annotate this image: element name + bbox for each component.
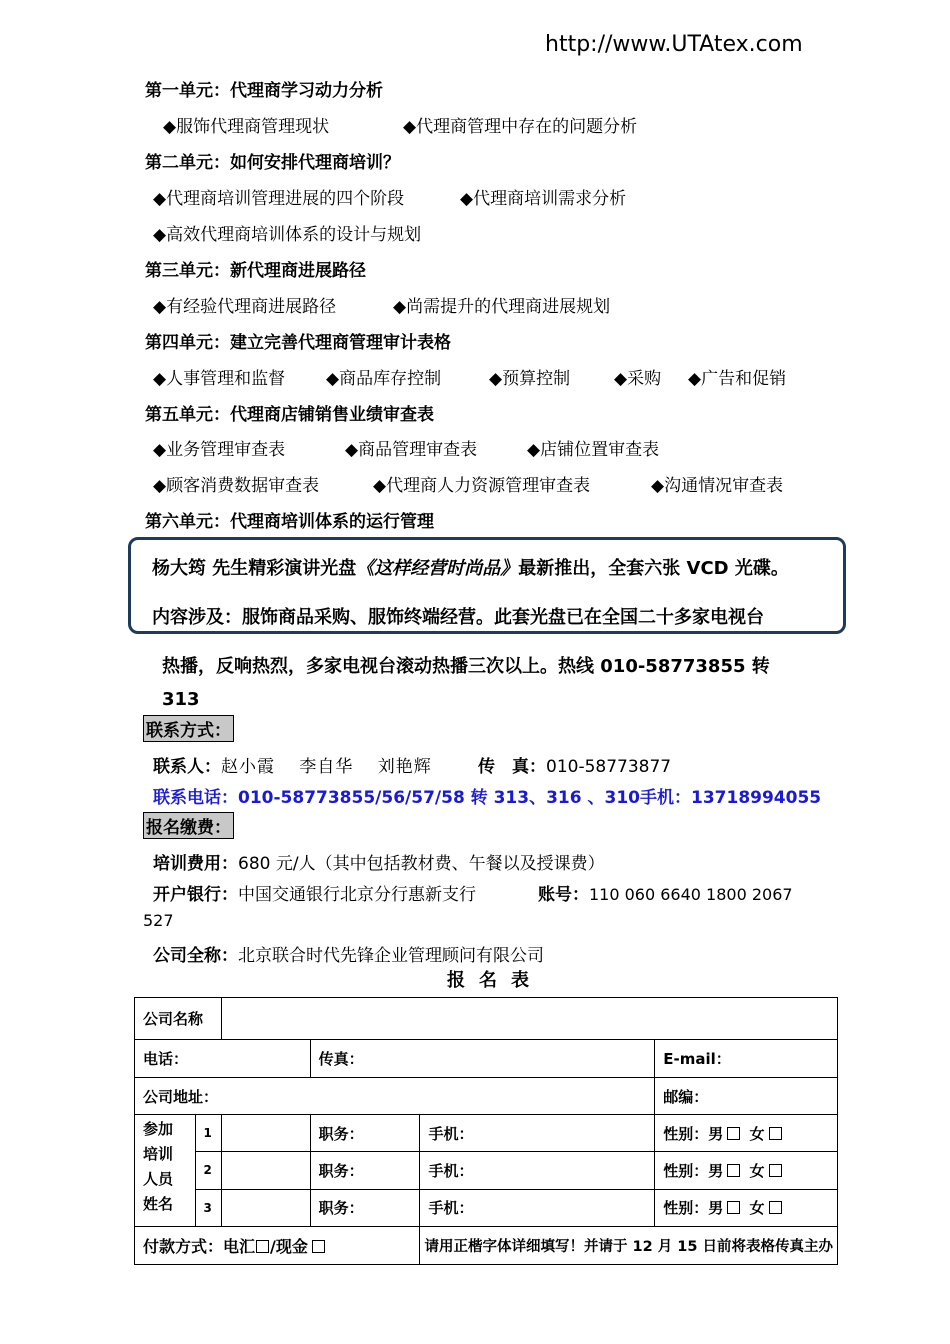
promo-line-2: 内容涉及：服饰商品采购、服饰终端经营。此套光盘已在全国二十多家电视台 — [152, 607, 764, 628]
unit-2-item: ◆代理商培训管理进展的四个阶段 — [153, 189, 405, 209]
attendee-gender: 性别：男 女 — [655, 1152, 838, 1189]
unit-5-item: ◆顾客消费数据审查表 — [153, 476, 320, 496]
contact-phone[interactable]: 联系电话：010-58773855/56/57/58 转 313、316 、310 — [153, 788, 640, 808]
address-field[interactable]: 公司地址： — [135, 1078, 655, 1115]
female-checkbox[interactable] — [769, 1164, 782, 1177]
account-line: 账号：110 060 6640 1800 2067 — [538, 885, 793, 905]
unit-5-title: 第五单元：代理商店铺销售业绩审查表 — [145, 405, 434, 425]
unit-1-item: ◆代理商管理中存在的问题分析 — [403, 117, 638, 137]
unit-5-item: ◆沟通情况审查表 — [651, 476, 784, 496]
promo-line-1: 杨大筠 先生精彩演讲光盘《这样经营时尚品》最新推出，全套六张 VCD 光碟。 — [152, 558, 789, 579]
unit-6-title: 第六单元：代理商培训体系的运行管理 — [145, 512, 434, 532]
attendee-mobile-field[interactable]: 手机： — [420, 1189, 655, 1226]
payment-method: 付款方式：电汇 /现金 — [135, 1227, 420, 1265]
attendee-row-number: 1 — [195, 1115, 221, 1152]
wire-transfer-checkbox[interactable] — [256, 1240, 269, 1253]
female-checkbox[interactable] — [769, 1127, 782, 1140]
bank-line: 开户银行：中国交通银行北京分行惠新支行 — [153, 885, 476, 905]
unit-3-item: ◆尚需提升的代理商进展规划 — [393, 297, 611, 317]
contact-names: 赵小霞 李自华 刘艳辉 — [221, 757, 432, 777]
attendee-position-field[interactable]: 职务： — [310, 1189, 420, 1226]
company-line: 公司全称：北京联合时代先锋企业管理顾问有限公司 — [153, 946, 544, 966]
attendee-position-field[interactable]: 职务： — [310, 1152, 420, 1189]
male-checkbox[interactable] — [727, 1127, 740, 1140]
company-name-field[interactable] — [222, 998, 838, 1040]
unit-1-item: ◆服饰代理商管理现状 — [163, 117, 330, 137]
unit-2-title: 第二单元：如何安排代理商培训？ — [145, 153, 400, 173]
unit-2-item: ◆代理商培训需求分析 — [460, 189, 627, 209]
promo-line-4: 313 — [162, 689, 200, 710]
payment-header: 报名缴费： — [143, 812, 234, 839]
attendee-row-number: 3 — [195, 1189, 221, 1226]
attendee-name-field[interactable] — [222, 1189, 311, 1226]
fee-line: 培训费用：680 元/人（其中包括教材费、午餐以及授课费） — [153, 854, 605, 874]
attendee-name-field[interactable] — [222, 1115, 311, 1152]
contact-header: 联系方式： — [143, 715, 234, 742]
postcode-field[interactable]: 邮编： — [655, 1078, 838, 1115]
registration-form — [134, 997, 838, 1265]
attendee-label: 参加培训人员姓名 — [135, 1115, 196, 1227]
attendee-mobile-field[interactable]: 手机： — [420, 1152, 655, 1189]
attendee-name-field[interactable] — [222, 1152, 311, 1189]
contact-mobile[interactable]: 手机：13718994055 — [640, 788, 822, 808]
unit-1-title: 第一单元：代理商学习动力分析 — [145, 81, 383, 101]
unit-4-item: ◆商品库存控制 — [326, 369, 442, 389]
contact-persons: 联系人：赵小霞 李自华 刘艳辉 — [153, 757, 432, 777]
website-url[interactable]: http://www.UTAtex.com — [545, 32, 803, 57]
account-line-cont: 527 — [143, 911, 174, 930]
contact-fax: 传 真：010-58773877 — [478, 757, 672, 777]
unit-3-item: ◆有经验代理商进展路径 — [153, 297, 337, 317]
attendee-row-number: 2 — [195, 1152, 221, 1189]
unit-2-item: ◆高效代理商培训体系的设计与规划 — [153, 225, 422, 245]
company-name-label: 公司名称 — [135, 998, 222, 1040]
unit-5-item: ◆店铺位置审查表 — [527, 440, 660, 460]
promo-cd-title: 《这样经营时尚品》 — [356, 558, 519, 579]
unit-5-item: ◆商品管理审查表 — [345, 440, 478, 460]
unit-4-item: ◆预算控制 — [489, 369, 571, 389]
unit-3-title: 第三单元：新代理商进展路径 — [145, 261, 366, 281]
form-title: 报名表 — [447, 970, 543, 991]
attendee-mobile-field[interactable]: 手机： — [420, 1115, 655, 1152]
unit-4-item: ◆广告和促销 — [688, 369, 787, 389]
unit-4-title: 第四单元：建立完善代理商管理审计表格 — [145, 333, 451, 353]
unit-5-item: ◆业务管理审查表 — [153, 440, 286, 460]
unit-4-item: ◆采购 — [614, 369, 662, 389]
unit-4-item: ◆人事管理和监督 — [153, 369, 286, 389]
unit-5-item: ◆代理商人力资源管理审查表 — [373, 476, 591, 496]
cash-checkbox[interactable] — [312, 1240, 325, 1253]
email-field[interactable]: E-mail： — [655, 1040, 838, 1078]
fax-field[interactable]: 传真： — [310, 1040, 655, 1078]
male-checkbox[interactable] — [727, 1201, 740, 1214]
attendee-position-field[interactable]: 职务： — [310, 1115, 420, 1152]
attendee-gender: 性别：男 女 — [655, 1115, 838, 1152]
phone-field[interactable]: 电话： — [135, 1040, 311, 1078]
male-checkbox[interactable] — [727, 1164, 740, 1177]
promo-line-3: 热播，反响热烈，多家电视台滚动热播三次以上。热线 010-58773855 转 — [162, 656, 770, 677]
attendee-gender: 性别：男 女 — [655, 1189, 838, 1226]
form-note: 请用正楷字体详细填写！并请于 12 月 15 日前将表格传真主办 — [420, 1227, 838, 1265]
female-checkbox[interactable] — [769, 1201, 782, 1214]
